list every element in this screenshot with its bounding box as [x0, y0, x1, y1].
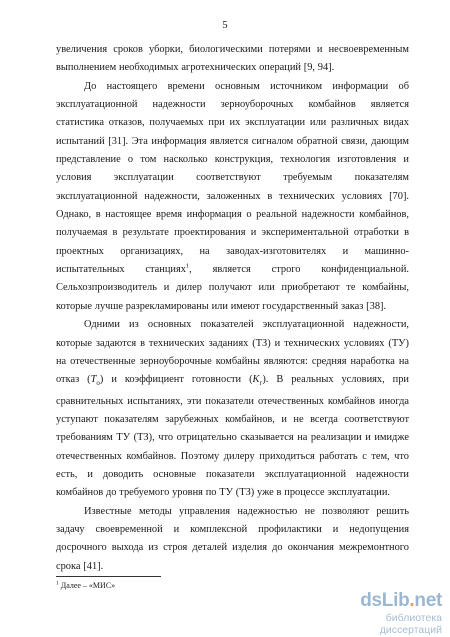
watermark-logo-tld: net [414, 590, 442, 611]
watermark-logo-main: dsLib [360, 590, 410, 611]
subscript: г [259, 379, 263, 388]
paragraph [56, 503, 409, 576]
footnote-divider [56, 576, 161, 577]
math-symbol: T [90, 374, 97, 386]
paragraph-text: увеличения сроков уборки, биологическими потерями и несвоевременным выполнением необходимых агротехнических операций [9, 94]. [56, 44, 409, 74]
footnote-marker: 1 [56, 580, 59, 587]
watermark-tagline: библиотека диссертаций [379, 612, 442, 636]
paragraph-text: ). В реальных условиях, при сравнительных испытаниях, эти показатели отечественных комбайнов иногда уступают показателям зарубежных комбайнов, и не всегда соответствуют требованиям ТУ (ТЗ), что отрицательно сказывается на реализации и имидже отечественных комбайнов. Поэтому дилеру приходиться работать с тем, что есть, и доводить основные показатели эксплуатационной надежности комбайнов до требуемого уровня по ТУ (ТЗ) уже в процессе эксплуатации. [56, 374, 409, 499]
math-symbol: K [252, 374, 260, 386]
paragraph-text: ) и коэффициент готовности ( [99, 374, 253, 386]
watermark-logo[interactable] [330, 590, 442, 636]
paragraph-text: Известные методы управления надежностью не позволяют решить задачу своевременной и комплексной профилактики и недопущения досрочного выхода из строя деталей изделия до окончания межремонтного срока [41]. [56, 505, 409, 572]
paragraph-text: До настоящего времени основным источником информации об эксплуатационной надежности зерноуборочных комбайнов является статистика отказов, получаемых при их эксплуатации или различных видах испытаний [31]. Эта информация является сигналом обратной связи, дающим представление о том насколько конструкция, технология изготовления и условия эксплуатации соответствуют требуемым показателям эксплуатационной надежности, заложенных в технических условиях [70]. Однако, в настоящее время информация о реальной надежности комбайнов, получаемая в результате проектирования и экспериментальной отработки в проектных организациях, на заводах-изготовителях и машинно-испытательных станциях [56, 80, 409, 276]
paragraph-text: Одними из основных показателей эксплуатационной надежности, которые задаются в технических заданиях (ТЗ) и технических условиях (ТУ) на отечественные зерноуборочные комбайны являются: средняя наработка на отказ ( [56, 319, 409, 386]
paragraph [56, 78, 409, 316]
body-text [56, 41, 409, 576]
footnote-text: Далее – «МИС» [58, 581, 116, 590]
watermark-logo-dot: . [409, 590, 415, 611]
paragraph [56, 316, 409, 503]
footnote [56, 581, 115, 591]
watermark-wordmark [330, 590, 442, 612]
paragraph-text: , является строго конфиденциальной. Сельхозпроизводитель и дилер получают или приобретают те комбайны, которые лучше разрекламированы или имеют государственный заказ [38]. [56, 264, 409, 312]
page-number: 5 [222, 20, 228, 31]
footnote-reference: 1 [185, 262, 190, 270]
paragraph [56, 41, 409, 78]
subscript: о [96, 379, 100, 388]
